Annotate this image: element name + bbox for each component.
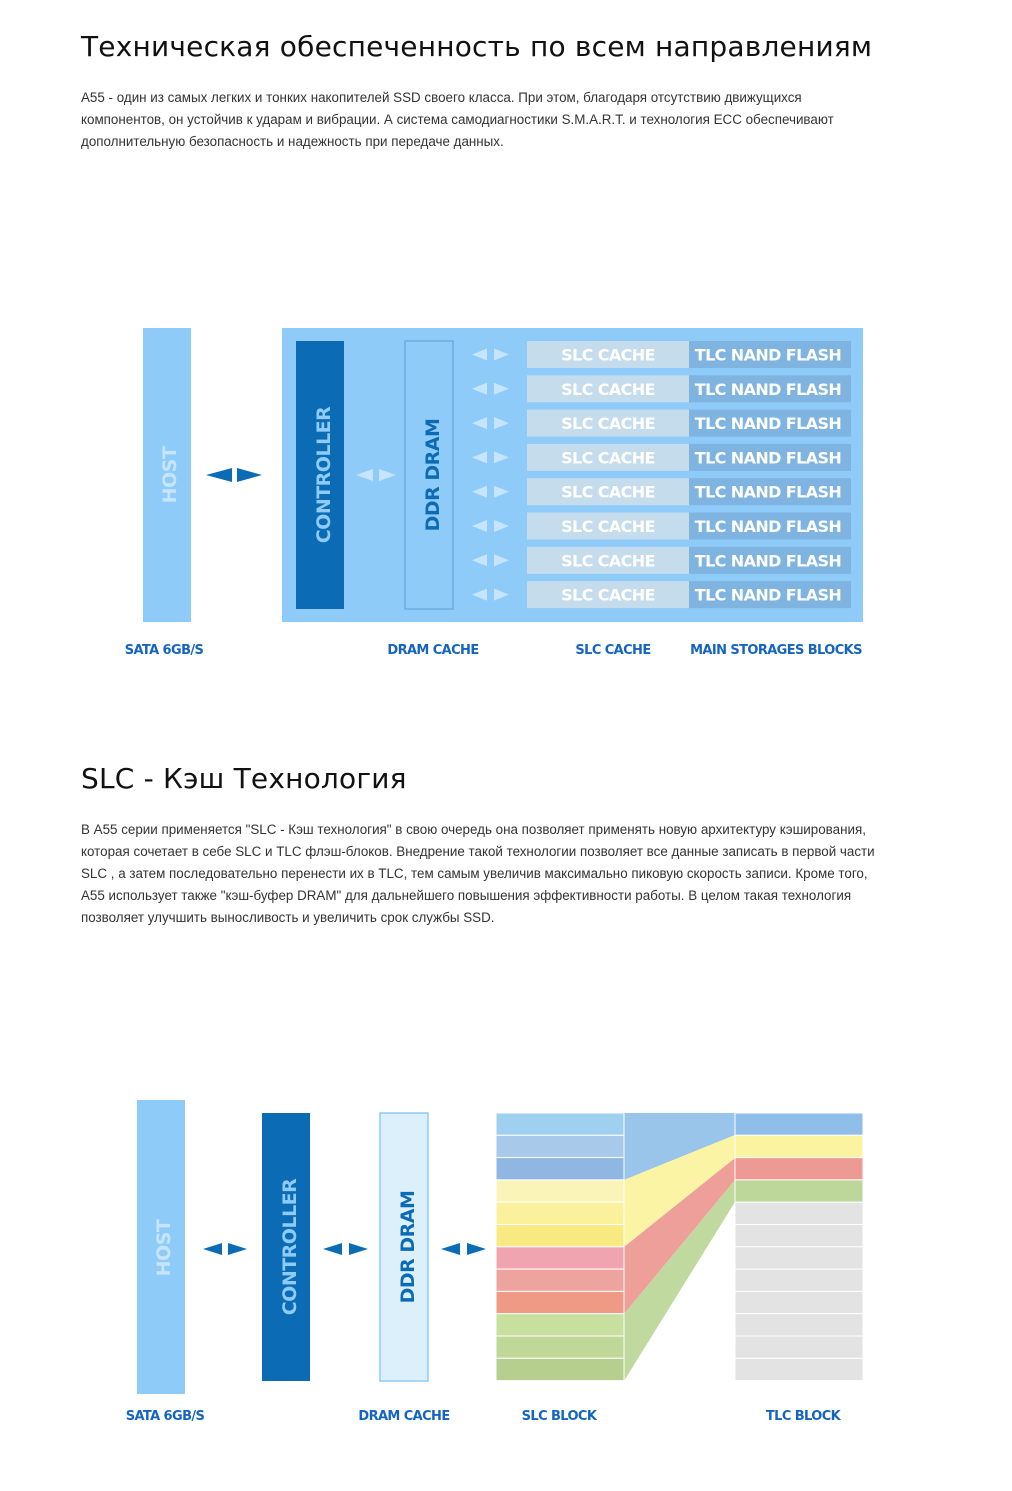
host-label: HOST [159,446,181,504]
tlc-flash-label: TLC NAND FLASH [694,414,842,434]
controller-label: CONTROLLER [279,1178,301,1316]
slc-cell [496,1113,624,1135]
caption-sata: SATA 6GB/S [125,1409,205,1424]
tlc-flash-label: TLC NAND FLASH [694,345,842,365]
arrow-left-icon [441,1243,460,1255]
slc-cell [496,1225,624,1247]
arrow-left-icon [206,468,232,482]
caption-slc-block: SLC BLOCK [521,1409,597,1424]
section-text: A55 - один из самых легких и тонких накопителей SSD своего класса. При этом, благодаря отсутствию движущихся компонентов, он устойчив к ударам и вибрации. А система самодиагностики S.M.A.R.T. и технология ECC обеспечивают дополнительную безопасность и надежность при передаче данных. [81,90,834,149]
tlc-cell [735,1336,863,1358]
arrow-right-icon [228,1243,247,1255]
arrow-left-icon [323,1243,342,1255]
architecture-diagram-svg [0,300,1012,700]
slc-block [496,1113,624,1381]
slc-cell [496,1247,624,1269]
tlc-cell [735,1180,863,1202]
slc-cell [496,1314,624,1336]
arrow-left-icon [203,1243,222,1255]
tlc-cell [735,1358,863,1380]
slc-cell [496,1158,624,1180]
slc-cache-label: SLC CACHE [561,448,655,468]
section-title: Техническая обеспеченность по всем направлениям [81,30,873,63]
slc-cell [496,1202,624,1224]
caption-sata: SATA 6GB/S [124,643,204,658]
caption-dram-cache: DRAM CACHE [387,643,479,658]
slc-cell [496,1336,624,1358]
arrow-right-icon [349,1243,368,1255]
tlc-flash-label: TLC NAND FLASH [694,585,842,605]
slc-cache-label: SLC CACHE [561,414,655,434]
tlc-flash-label: TLC NAND FLASH [694,482,842,502]
tlc-cell [735,1225,863,1247]
caption-main-storage: MAIN STORAGES BLOCKS [690,643,862,658]
caption-slc-cache: SLC CACHE [575,643,651,658]
slc-cell [496,1358,624,1380]
section-tech [81,30,881,153]
host-label: HOST [153,1219,175,1277]
slc-cell [496,1269,624,1291]
tlc-cell [735,1269,863,1291]
dram-label: DDR DRAM [397,1190,419,1304]
slc-cell [496,1291,624,1313]
tlc-cell [735,1158,863,1180]
arrow-right-icon [237,468,262,482]
slc-cache-diagram-svg [0,1080,1012,1480]
slc-cache-label: SLC CACHE [561,482,655,502]
tlc-cell [735,1113,863,1135]
tlc-cell [735,1314,863,1336]
architecture-diagram [0,300,1012,700]
tlc-flash-label: TLC NAND FLASH [694,551,842,571]
slc-cache-label: SLC CACHE [561,551,655,571]
caption-dram-cache: DRAM CACHE [358,1409,450,1424]
dram-label: DDR DRAM [422,418,444,532]
slc-cache-label: SLC CACHE [561,517,655,536]
controller-label: CONTROLLER [313,406,335,544]
tlc-cell [735,1291,863,1313]
caption-tlc-block: TLC BLOCK [765,1409,841,1424]
tlc-flash-label: TLC NAND FLASH [694,517,842,536]
section-text: В A55 серии применяется "SLC - Кэш технология" в свою очередь она позволяет применять новую архитектуру кэширования, которая сочетает в себе SLC и TLC флэш-блоков. Внедрение такой технологии позволяет все данные записать в первой части SLC , а затем последовательно перенести их в TLC, тем самым увеличив максимально пиковую скорость записи. Кроме того, A55 использует также "кэш-буфер DRAM" для дальнейшего повышения эффективности работы. В целом такая технология позволяет улучшить выносливость и увеличить срок службы SSD. [81,822,875,925]
slc-cell [496,1135,624,1157]
tlc-cell [735,1135,863,1157]
section-title: SLC - Кэш Технология [81,762,407,795]
tlc-cell [735,1202,863,1224]
tlc-flash-label: TLC NAND FLASH [694,448,842,468]
slc-cache-label: SLC CACHE [561,379,655,399]
tlc-flash-label: TLC NAND FLASH [694,379,842,399]
arrow-right-icon [467,1243,486,1255]
tlc-cell [735,1247,863,1269]
slc-cache-diagram [0,1080,1012,1480]
section-slc [81,762,881,929]
slc-cache-label: SLC CACHE [561,345,655,365]
tlc-block [735,1113,863,1381]
slc-cache-label: SLC CACHE [561,585,655,605]
slc-cell [496,1180,624,1202]
